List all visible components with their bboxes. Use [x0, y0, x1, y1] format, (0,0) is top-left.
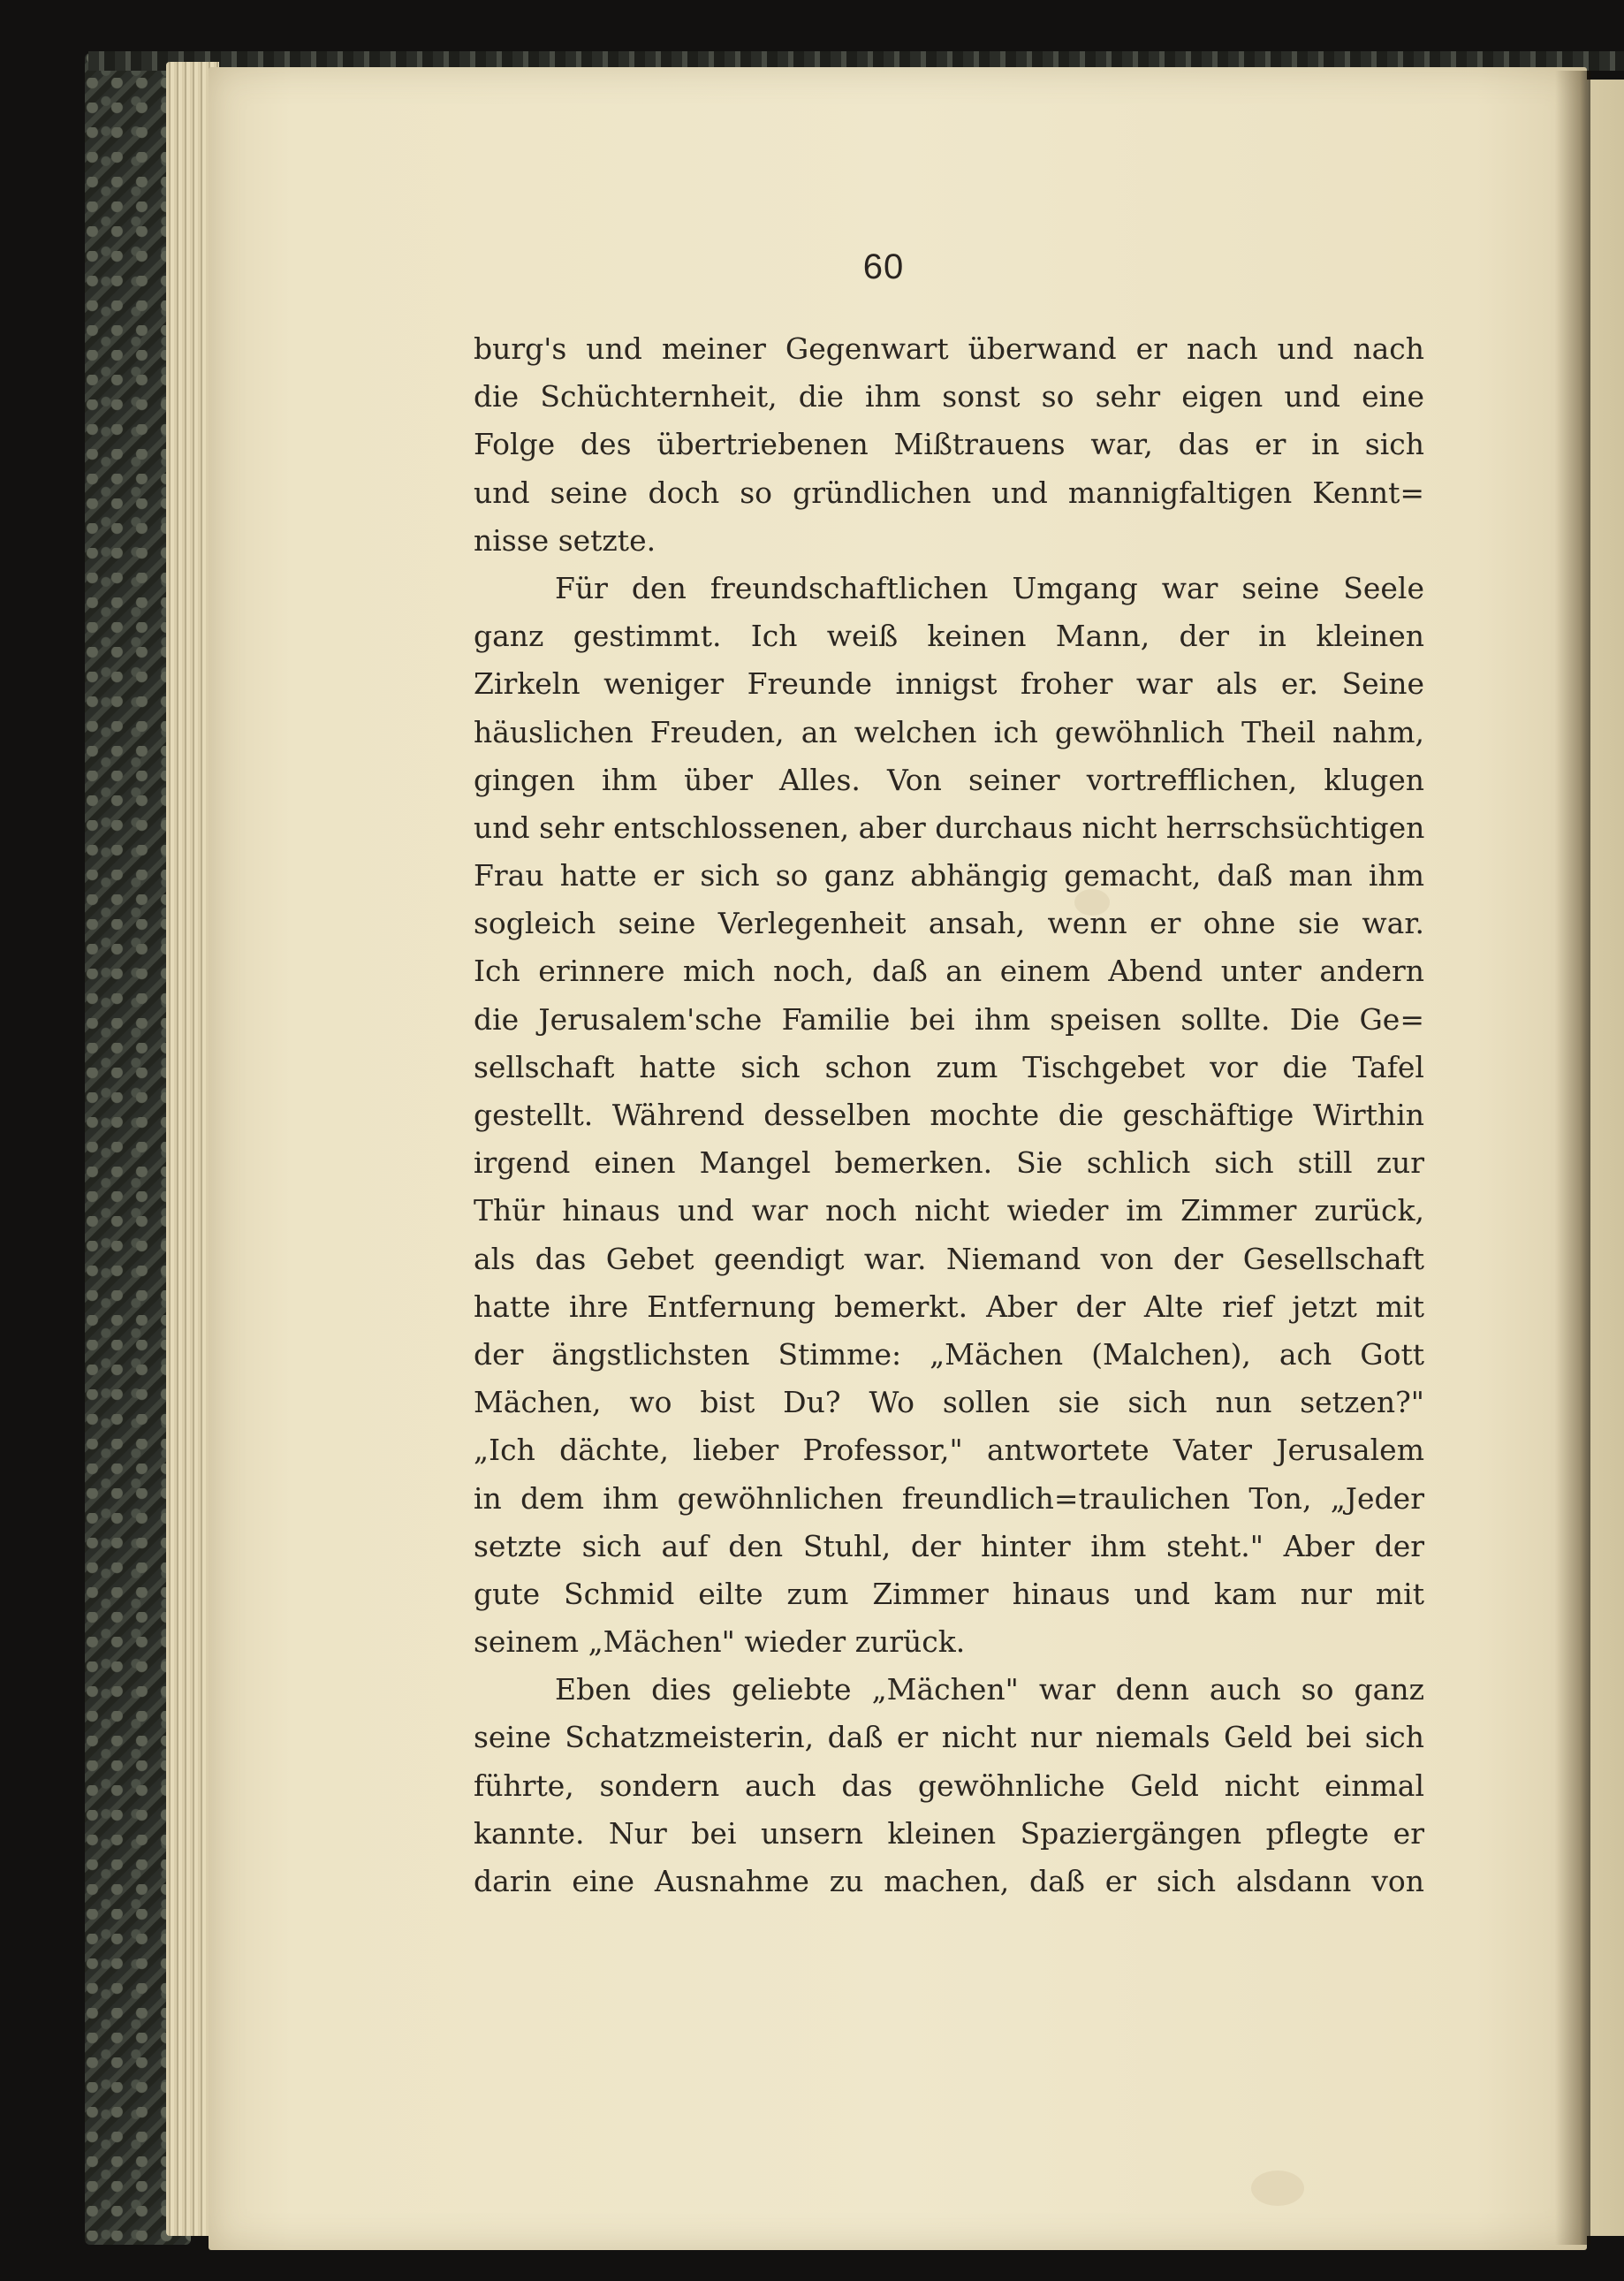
gutter-shadow [1555, 71, 1590, 2245]
text-line: häuslichen Freuden, an welchen ich gewöhnlich Theil nahm, [474, 714, 1424, 749]
text-line: gingen ihm über Alles. Von seiner vortrefflichen, klugen [474, 762, 1424, 797]
page-number: 60 [862, 247, 905, 286]
text-line: Mächen, wo bist Du? Wo sollen sie sich nun setzen?" [474, 1385, 1424, 1420]
text-line: als das Gebet geendigt war. Niemand von der Gesellschaft [474, 1241, 1424, 1276]
text-line: Zirkeln weniger Freunde innigst froher war als er. Seine [474, 666, 1424, 702]
text-line: irgend einen Mangel bemerken. Sie schlich sich still zur [474, 1145, 1424, 1181]
text-line: führte, sondern auch das gewöhnliche Geld nicht einmal [474, 1768, 1424, 1803]
text-line: seinem „Mächen" wieder zurück. [474, 1624, 966, 1660]
text-line: die Jerusalem'sche Familie bei ihm speisen sollte. Die Ge= [474, 1001, 1424, 1037]
body-text [474, 325, 1424, 1905]
text-line: die Schüchternheit, die ihm sonst so sehr eigen und eine [474, 379, 1424, 414]
text-line: der ängstlichsten Stimme: „Mächen (Malchen), ach Gott [474, 1336, 1424, 1372]
text-line: nisse setzte. [474, 522, 656, 558]
text-line: burg's und meiner Gegenwart überwand er nach und nach [474, 331, 1424, 366]
text-line: gestellt. Während desselben mochte die geschäftige Wirthin [474, 1098, 1424, 1132]
text-line: gute Schmid eilte zum Zimmer hinaus und kam nur mit [474, 1576, 1424, 1611]
text-line: „Ich dächte, lieber Professor," antwortete Vater Jerusalem [474, 1433, 1424, 1468]
text-line: Frau hatte er sich so ganz abhängig gemacht, daß man ihm [474, 858, 1424, 893]
text-line: setzte sich auf den Stuhl, der hinter ihm steht." Aber der [474, 1528, 1424, 1563]
text-line: kannte. Nur bei unsern kleinen Spaziergängen pflegte er [474, 1815, 1424, 1851]
paragraph-start-line: Für den freundschaftlichen Umgang war seine Seele [555, 570, 1424, 605]
text-line: und seine doch so gründlichen und mannigfaltigen Kennt= [474, 475, 1424, 510]
text-line: darin eine Ausnahme zu machen, daß er sich alsdann von [474, 1864, 1424, 1898]
text-line: in dem ihm gewöhnlichen freundlich=traulichen Ton, „Jeder [474, 1480, 1424, 1516]
text-line: seine Schatzmeisterin, daß er nicht nur niemals Geld bei sich [474, 1720, 1424, 1755]
text-line: sellschaft hatte sich schon zum Tischgebet vor die Tafel [474, 1049, 1424, 1084]
paragraph-start-line: Eben dies geliebte „Mächen" war denn auch so ganz [555, 1672, 1424, 1707]
text-line: hatte ihre Entfernung bemerkt. Aber der Alte rief jetzt mit [474, 1289, 1424, 1324]
text-line: Ich erinnere mich noch, daß an einem Abend unter andern [474, 954, 1424, 989]
text-line: sogleich seine Verlegenheit ansah, wenn er ohne sie war. [474, 906, 1424, 941]
text-line: ganz gestimmt. Ich weiß keinen Mann, der in kleinen [474, 619, 1424, 654]
text-line: und sehr entschlossenen, aber durchaus nicht herrschsüchtigen [474, 810, 1425, 845]
text-line: Thür hinaus und war noch nicht wieder im Zimmer zurück, [474, 1193, 1424, 1228]
text-line: Folge des übertriebenen Mißtrauens war, das er in sich [474, 427, 1424, 462]
